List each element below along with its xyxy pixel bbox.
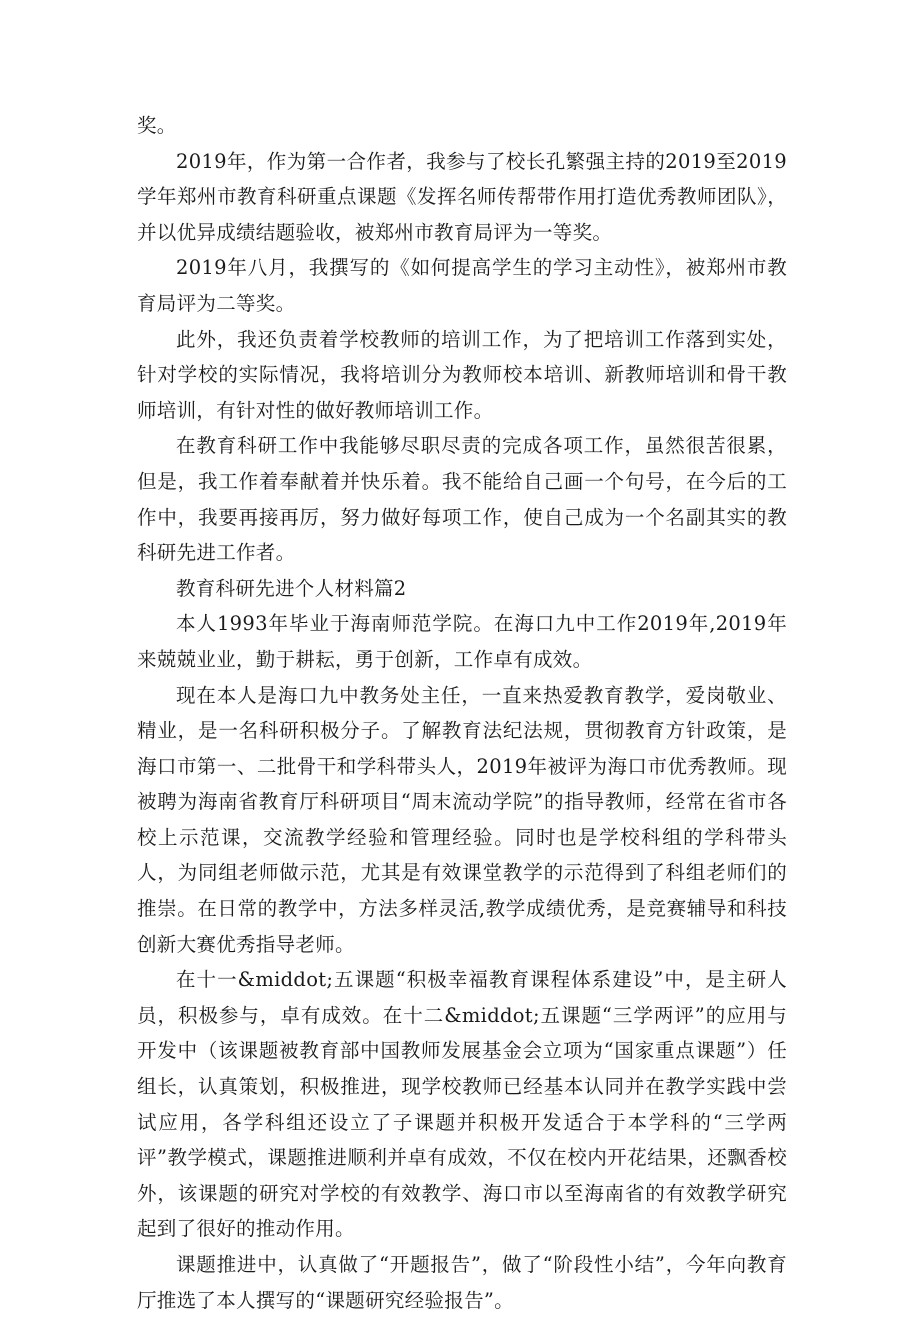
paragraph-research-projects: 在十一&middot;五课题“积极幸福教育课程体系建设”中，是主研人员，积极参与，卓有成效。在十二&middot;五课题“三学两评”的应用与开发中（该课题被教育部中国教师发展基金会立项为“国家重点课题”）任组长，认真策划，积极推进，现学校教师已经基本认同并在教学实践中尝试应用，各学科组还设立了子课题并积极开发适合于本学科的“三学两评”教学模式，课题推进顺利并卓有成效，不仅在校内开花结果，还飘香校外，该课题的研究对学校的有效教学、海口市以至海南省的有效教学研究起到了很好的推动作用。	[137, 968, 787, 1241]
paragraph-teacher-training: 此外，我还负责着学校教师的培训工作，为了把培训工作落到实处，针对学校的实际情况，我将培训分为教师校本培训、新教师培训和骨干教师培训，有针对性的做好教师培训工作。	[137, 327, 787, 422]
paragraph-project-reports: 课题推进中，认真做了“开题报告”，做了“阶段性小结”，今年向教育厅推选了本人撰写的“课题研究经验报告”。	[137, 1253, 787, 1312]
document-body	[137, 108, 787, 1318]
paragraph-personal-background: 本人1993年毕业于海南师范学院。在海口九中工作2019年,2019年来兢兢业业，勤于耕耘，勇于创新，工作卓有成效。	[137, 612, 787, 671]
paragraph-paper-award: 2019年八月，我撰写的《如何提高学生的学习主动性》，被郑州市教育局评为二等奖。	[137, 256, 787, 315]
paragraph-research-project-award: 2019年，作为第一合作者，我参与了校长孔繁强主持的2019至2019学年郑州市教育科研重点课题《发挥名师传帮带作用打造优秀教师团队》，并以优异成绩结题验收，被郑州市教育局评为一等奖。	[137, 149, 787, 244]
paragraph-continued-ending: 奖。	[137, 114, 177, 137]
section-heading-part-2: 教育科研先进个人材料篇2	[176, 576, 407, 600]
paragraph-current-role: 现在本人是海口九中教务处主任，一直来热爱教育教学，爱岗敬业、精业，是一名科研积极分子。了解教育法纪法规，贯彻教育方针政策，是海口市第一、二批骨干和学科带头人，2019年被评为海口市优秀教师。现被聘为海南省教育厅科研项目“周末流动学院”的指导教师，经常在省市各校上示范课，交流教学经验和管理经验。同时也是学校科组的学科带头人，为同组老师做示范，尤其是有效课堂教学的示范得到了科组老师们的推崇。在日常的教学中，方法多样灵活,教学成绩优秀，是竞赛辅导和科技创新大赛优秀指导老师。	[137, 683, 787, 956]
paragraph-work-summary: 在教育科研工作中我能够尽职尽责的完成各项工作，虽然很苦很累，但是，我工作着奉献着并快乐着。我不能给自己画一个句号，在今后的工作中，我要再接再厉，努力做好每项工作，使自己成为一个名副其实的教科研先进工作者。	[137, 434, 787, 565]
